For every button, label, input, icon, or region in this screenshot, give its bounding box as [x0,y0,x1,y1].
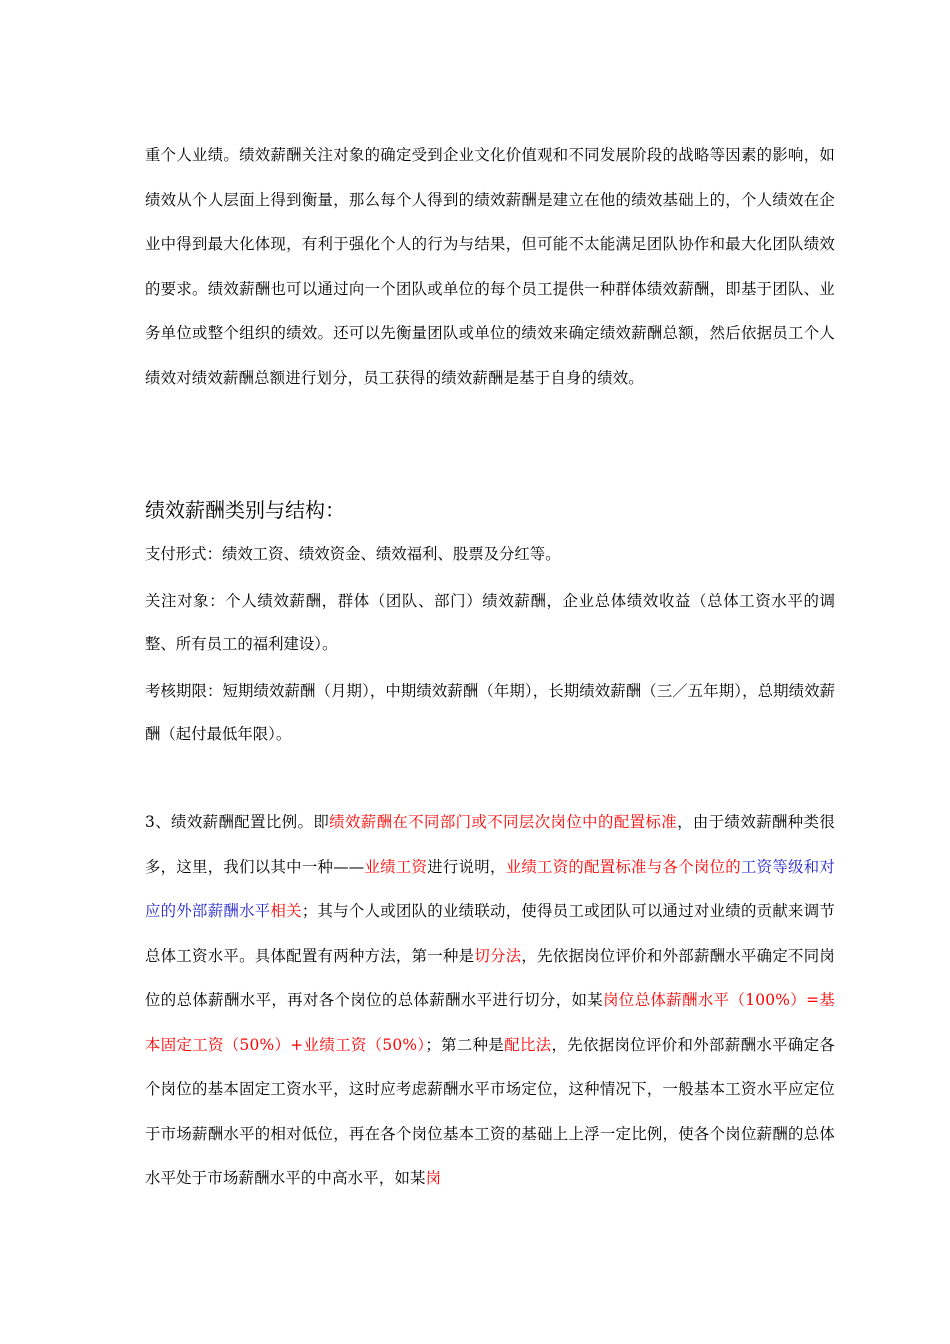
section3-text: ；第二种是 [425,1035,505,1054]
section3-text: 3、绩效薪酬配置比例。即 [145,813,330,831]
section3-text: 进行说明， [427,857,506,876]
highlight-config-standard: 绩效薪酬在不同部门或不同层次岗位中的配置标准 [329,813,678,831]
section3-text: ，先依据岗位评价和外部薪酬水平确定各个岗位的基本固定工资水平，这时应考虑薪酬水平市场定位，这种情况下，一般基本工资水平应定位于市场薪酬水平的相对低位，再在各个岗位基本工资的基础上上浮一定比例，使各个岗位薪酬的总体水平处于市场薪酬水平的中高水平，如某 [145,1035,835,1187]
highlight-split-method: 切分法 [474,946,522,965]
highlight-trailing-char: 岗 [425,1169,442,1187]
assessment-period-paragraph: 考核期限：短期绩效薪酬（月期），中期绩效薪酬（年期），长期绩效薪酬（三／五年期），总期绩效薪酬（起付最低年限）。 [145,682,835,743]
section3-text: ，先依据岗位评价和外部薪酬水平确定不同岗位的总体薪酬水平，再对各个岗位的总体薪酬水平进行切分，如某 [145,946,835,1009]
highlight-ratio-method: 配比法 [504,1035,552,1054]
highlight-config-standard-relation: 业绩工资的配置标准与各个岗位的 [505,857,741,876]
highlight-formula: 岗位总体薪酬水平（100%）=基本固定工资（50%）+业绩工资（50%） [145,991,835,1054]
payment-forms-line: 支付形式：绩效工资、绩效资金、绩效福利、股票及分红等。 [145,545,561,563]
section3-text: ，由于绩效薪酬种类很多，这里，我们以其中一种—— [145,813,835,876]
focus-objects-paragraph: 关注对象：个人绩效薪酬，群体（团队、部门）绩效薪酬，企业总体绩效收益（总体工资水平的调整、所有员工的福利建设）。 [145,592,835,653]
paragraph-performance-focus: 重个人业绩。绩效薪酬关注对象的确定受到企业文化价值观和不同发展阶段的战略等因素的影响，如绩效从个人层面上得到衡量，那么每个人得到的绩效薪酬是建立在他的绩效基础上的，个人绩效在企业中得到最大化体现，有利于强化个人的行为与结果，但可能不太能满足团队协作和最大化团队绩效的要求。绩效薪酬也可以通过向一个团队或单位的每个员工提供一种群体绩效薪酬，即基于团队、业务单位或整个组织的绩效。还可以先衡量团队或单位的绩效来确定绩效薪酬总额，然后依据员工个人绩效对绩效薪酬总额进行划分，员工获得的绩效薪酬是基于自身的绩效。 [145,146,835,387]
section3-text: ；其与个人或团队的业绩联动，使得员工或团队可以通过对业绩的贡献来调节总体工资水平。具体配置有两种方法，第一种是 [145,902,835,965]
section3-paragraph [145,800,835,1201]
section-heading: 绩效薪酬类别与结构： [145,498,345,522]
highlight-performance-wage: 业绩工资 [364,857,428,876]
highlight-wage-grade: 工资等级和对应的外部薪酬水平 [145,857,835,920]
highlight-related: 相关 [270,902,302,920]
